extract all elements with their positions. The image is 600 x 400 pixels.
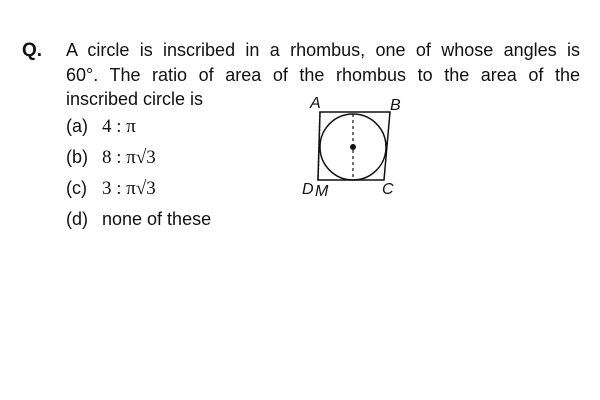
rhombus-circle-figure	[296, 92, 416, 202]
answer-options	[66, 111, 211, 235]
vertex-label-b: B	[390, 97, 401, 114]
vertex-label-c: C	[382, 181, 394, 198]
option-b-text: 8 : π√3	[102, 147, 156, 168]
vertex-label-m: M	[315, 183, 329, 200]
vertex-label-a: A	[310, 95, 321, 112]
question-line-1: A circle is inscribed in a rhombus, one of whose angles is	[66, 40, 580, 60]
option-a-label: (a)	[66, 116, 88, 136]
option-a-text: 4 : π	[102, 116, 136, 137]
question-number: Q.	[22, 40, 43, 61]
option-d	[66, 204, 211, 235]
option-b-label: (b)	[66, 147, 88, 167]
option-d-label: (d)	[66, 209, 88, 229]
circle-center-dot	[350, 144, 356, 150]
vertex-label-d: D	[302, 181, 314, 198]
question-line-2: 60°. The ratio of area of the rhombus to the area of the	[66, 64, 580, 85]
option-c	[66, 173, 211, 204]
option-a	[66, 111, 211, 142]
option-b	[66, 142, 211, 173]
option-d-text: none of these	[102, 209, 212, 229]
option-c-text: 3 : π√3	[102, 178, 156, 199]
option-c-label: (c)	[66, 178, 87, 198]
question-line-3: inscribed circle is	[66, 89, 204, 109]
